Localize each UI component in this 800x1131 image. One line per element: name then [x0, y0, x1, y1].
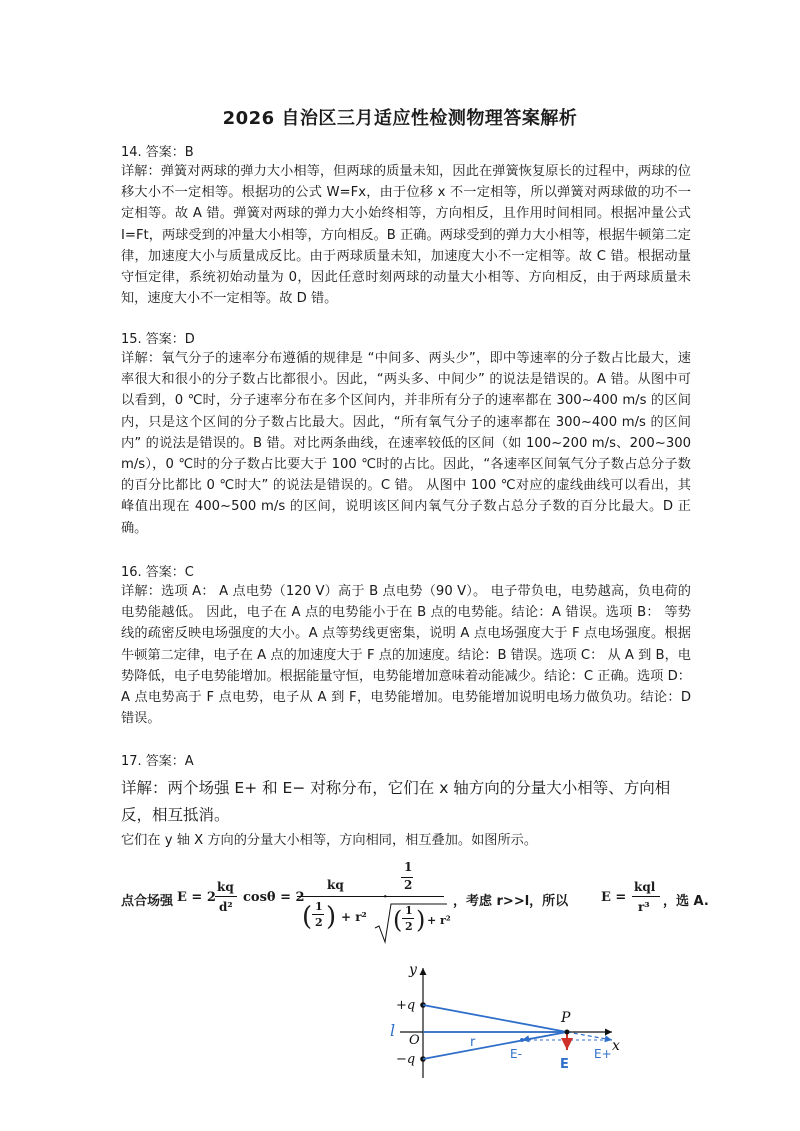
formula-half-den: 2: [315, 916, 323, 929]
formula-r3: r³: [638, 900, 650, 914]
formula-rad-paren-left: (: [393, 906, 403, 934]
formula-rad-paren-right: ): [416, 906, 426, 934]
line-plusq-to-p: [423, 1005, 567, 1032]
formula-r2-term: + r²: [341, 910, 367, 924]
minus-q-label: −q: [396, 1052, 416, 1067]
formula-rad-half-num: 1: [405, 904, 413, 917]
formula-fraction-bar-4: [632, 896, 660, 897]
formula-fraction-bar: [215, 896, 237, 897]
r-label: r: [470, 1035, 476, 1050]
formula-d2-denominator: d²: [219, 900, 233, 914]
formula-half-bar: [312, 914, 324, 915]
formula-rad-r2: + r²: [427, 914, 451, 927]
p-label: P: [561, 1010, 571, 1026]
formula-cos-term: cosθ = 2: [243, 890, 305, 905]
point-p: [565, 1030, 570, 1035]
q17-detail-note: 它们在 y 轴 X 方向的分量大小相等，方向相同，相互叠加。如图所示。: [121, 833, 538, 848]
formula-e-equals: E = 2: [177, 890, 216, 905]
formula-top-half-den: 2: [404, 878, 413, 892]
x-axis-label: x: [612, 1038, 620, 1054]
q16-detail: 详解：选项 A： A 点电势（120 V）高于 B 点电势（90 V）。 电子带负电，电势越高，负电荷的电势能越低。 因此，电子在 A 点的电势能小于在 B 点的电势能。结论：A 错误。选项 B： 等势线的疏密反映电场强度的大小。A 点等势线更密集，说明 A 点电场强度大于 F 点电场强度。根据牛顿第二定律，电子在 A 点的加速度大于 F 点的加速度。结论：B 错误。选项 C： 从 A 到 B，电势降低，电子电势能增加。根据能量守恒，电势能增加意味着动能减少。结论：C 正确。选项 D：A 点电势高于 F 点电势，电子从 A 到 F，电势能增加。电势能增加说明电场力做负功。结论：D 错误。: [121, 584, 691, 727]
formula-choose: ，选 A.: [663, 894, 709, 909]
formula-fraction-bar-2: [297, 896, 377, 897]
q15-detail: 详解：氧气分子的速率分布遵循的规律是 “中间多、两头少”，即中等速率的分子数占比最大，速率很大和很小的分子数占比都很小。因此，“两头多、中间少” 的说法是错误的。A 错。从图中可以看到，0 ℃时，分子速率分布在多个区间内，并非所有分子的速率都在 300~400 m/s 的区间内，只是这个区间的分子数占比最大。因此，“所有氧气分子的速率都在 300~400 m/s 的区间内” 的说法是错误的。B 错。对比两条曲线，在速率较低的区间（如 100~200 m/s、200~300 m/s），0 ℃时的分子数占比要大于 100 ℃时的占比。因此，“各速率区间氧气分子数占总分子数的百分比都比 0 ℃时大” 的说法是错误的。C 错。 从图中 100 ℃对应的虚线曲线可以看出，其峰值出现在 400~500 m/s 的区间，说明该区间内氧气分子数占总分子数的百分比最大。D 正确。: [121, 351, 691, 536]
q17-detail-main: 详解：两个场强 E+ 和 E− 对称分布，它们在 x 轴方向的分量大小相等、方向相反，相互抵消。: [121, 779, 671, 824]
e-plus-vector: [567, 1032, 612, 1040]
formula-dot: ·: [383, 890, 388, 905]
origin-label: O: [409, 1033, 420, 1048]
q16-answer: 16. 答案：C: [121, 565, 194, 580]
formula-kql: kql: [634, 880, 656, 894]
q14-detail: 详解：弹簧对两球的弹力大小相等，但两球的质量未知，因此在弹簧恢复原长的过程中，两球的位移大小不一定相等。根据功的公式 W=Fx，由于位移 x 不一定相等，所以弹簧对两球做的功不一定相等。故 A 错。弹簧对两球的弹力大小始终相等，方向相反，且作用时间相同。根据冲量公式 I=Ft，两球受到的冲量大小相等，方向相反。B 正确。两球受到的弹力大小相等，根据牛顿第二定律，加速度大小与质量成反比。由于两球质量未知，加速度大小不一定相等。故 C 错。根据动量守恒定律，系统初始动量为 0，因此任意时刻两球的动量大小相等、方向相反，由于两球质量未知，速度大小不一定相等。故 D 错。: [121, 164, 691, 307]
formula-lead: 点合场强: [121, 894, 174, 909]
y-axis-label: y: [409, 962, 417, 978]
formula-fraction-bar-3: [374, 896, 444, 897]
q14-answer: 14. 答案：B: [121, 145, 194, 160]
l-label: l: [390, 1021, 396, 1040]
formula-paren-left: (: [302, 902, 313, 932]
plus-q-label: +q: [396, 998, 416, 1013]
formula-kq2-numerator: kq: [327, 878, 344, 892]
q15-answer: 15. 答案：D: [121, 332, 195, 347]
dipole-field-diagram: [380, 960, 630, 1080]
formula-kq-numerator: kq: [217, 880, 234, 894]
formula-paren-right: ): [326, 902, 337, 932]
formula-consider: ，考虑 r>>l，所以: [453, 894, 569, 909]
formula-half-num: 1: [315, 900, 323, 913]
formula-rad-half-bar: [402, 918, 414, 919]
page-title: 2026 自治区三月适应性检测物理答案解析: [222, 108, 578, 129]
formula-top-half-num: 1: [404, 860, 413, 874]
formula-e-equals-2: E =: [601, 890, 627, 905]
e-minus-tip: [520, 1038, 524, 1042]
q17-answer: 17. 答案：A: [121, 754, 194, 769]
e-plus-label: E+: [594, 1047, 612, 1061]
e-minus-label: E-: [510, 1047, 522, 1061]
formula-rad-half-den: 2: [405, 920, 413, 933]
e-label: E: [560, 1057, 569, 1072]
field-strength-formula: [121, 858, 709, 950]
